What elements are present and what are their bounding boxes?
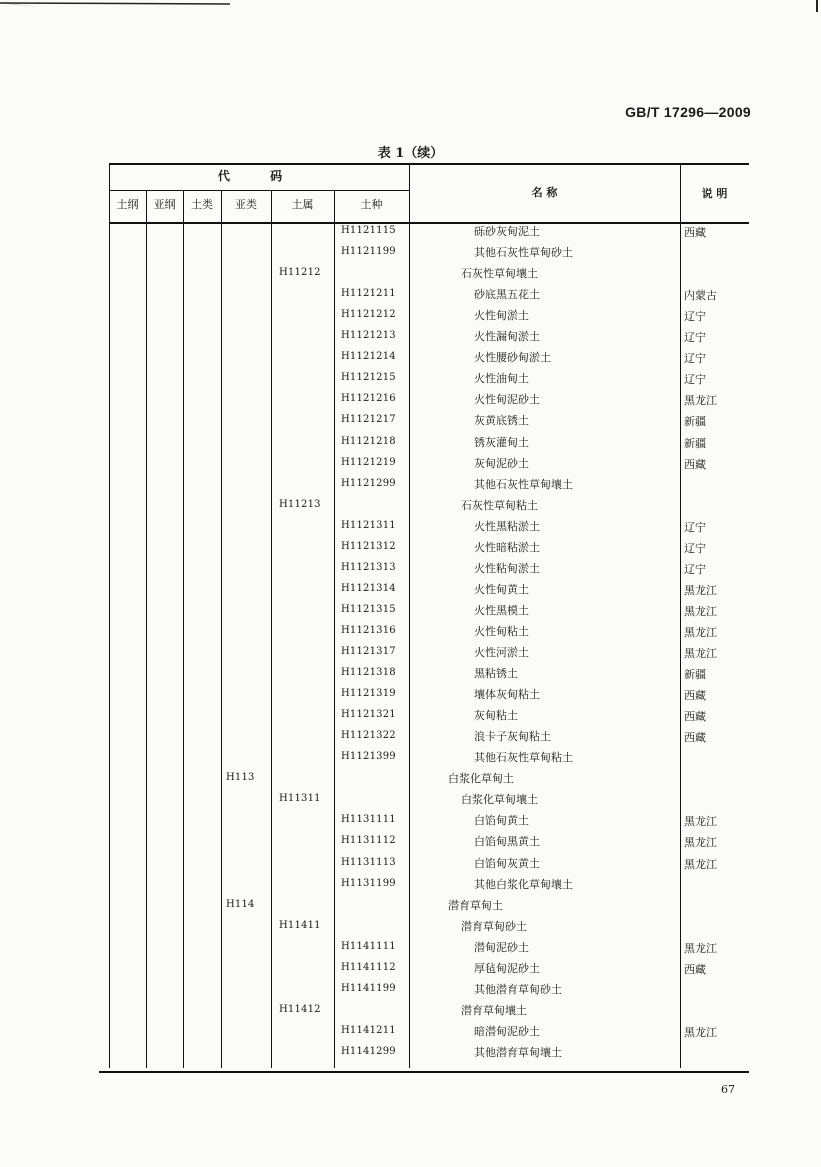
row-note: 西藏 (684, 226, 706, 239)
row-name: 砂底黑五花土 (474, 288, 540, 302)
row-code: H1121218 (341, 435, 396, 447)
header-name: 名 称 (531, 186, 558, 199)
row-note: 西藏 (684, 457, 706, 471)
row-code: H11311 (279, 793, 321, 805)
row-name: 潜甸泥砂土 (474, 940, 529, 954)
row-name: 浪卡子灰甸粘土 (474, 730, 551, 744)
row-name: 石灰性草甸壤土 (461, 267, 538, 281)
row-name: 壤体灰甸粘土 (474, 688, 540, 702)
row-code: H1141299 (341, 1045, 396, 1057)
row-code: H1121299 (341, 477, 396, 489)
row-name: 火性甸黄土 (474, 582, 529, 596)
row-note: 黑龙江 (684, 604, 717, 618)
row-name: 白浆化草甸壤土 (461, 793, 538, 807)
row-note: 黑龙江 (684, 941, 717, 955)
row-name: 厚毡甸泥砂土 (474, 961, 540, 975)
row-note: 黑龙江 (684, 647, 717, 660)
row-code: H1121216 (341, 393, 396, 405)
column-divider (183, 190, 184, 1068)
row-name: 白浆化草甸土 (448, 772, 514, 786)
row-code: H1121316 (341, 624, 396, 636)
row-note: 内蒙古 (684, 289, 717, 303)
row-note: 黑龙江 (684, 815, 717, 829)
row-note: 辽宁 (684, 520, 706, 534)
row-name: 其他石灰性草甸粘土 (474, 751, 573, 765)
row-name: 石灰性草甸粘土 (461, 498, 538, 512)
row-code: H11412 (279, 1003, 321, 1015)
row-name: 潜育草甸土 (448, 898, 503, 912)
row-name: 火性粘甸淤土 (474, 561, 540, 575)
row-name: 其他潜育草甸砂土 (474, 982, 562, 996)
row-code: H1121321 (341, 709, 396, 721)
row-note: 辽宁 (684, 310, 706, 324)
scan-mark (0, 0, 230, 8)
row-code: H1121214 (341, 351, 396, 363)
column-divider (409, 163, 410, 1068)
row-name: 其他白浆化草甸壤土 (474, 877, 573, 891)
row-code: H1141199 (341, 982, 396, 994)
row-code: H11212 (279, 267, 321, 279)
row-name: 其他石灰性草甸砂土 (474, 246, 573, 260)
row-code: H1141111 (341, 940, 396, 952)
row-note: 新疆 (684, 415, 706, 429)
header-level-5: 土属 (291, 198, 314, 211)
row-name: 灰黄底锈土 (474, 414, 529, 428)
row-note: 西藏 (684, 710, 706, 724)
row-code: H1121217 (341, 414, 396, 426)
column-divider (271, 190, 272, 1068)
table-caption: 表 1（续） (377, 146, 444, 161)
row-code: H114 (226, 898, 255, 910)
row-name: 白馅甸灰黄土 (474, 856, 540, 870)
row-note: 黑龙江 (684, 583, 717, 597)
row-code: H1121313 (341, 561, 396, 573)
row-name: 火性腰砂甸淤土 (474, 351, 551, 365)
column-divider (334, 190, 335, 1068)
header-level-1: 土纲 (116, 198, 139, 211)
row-name: 灰甸粘土 (474, 709, 518, 723)
row-name: 锈灰灌甸土 (474, 435, 529, 449)
row-note: 辽宁 (684, 541, 706, 555)
column-divider (109, 163, 110, 1068)
row-name: 其他石灰性草甸壤土 (474, 477, 573, 491)
row-note: 新疆 (684, 436, 706, 450)
row-note: 黑龙江 (684, 857, 717, 871)
column-divider (146, 190, 147, 1068)
row-code: H1121312 (341, 540, 396, 552)
row-code: H1121319 (341, 688, 396, 700)
table-bottom-rule (99, 1071, 749, 1073)
header-level-4: 亚类 (235, 198, 257, 211)
row-code: H1121199 (341, 246, 396, 258)
column-divider (680, 163, 681, 1068)
row-code: H1121318 (341, 667, 396, 679)
row-note: 新疆 (684, 668, 706, 682)
row-note: 辽宁 (684, 331, 706, 345)
row-code: H1121314 (341, 582, 396, 594)
row-code: H1131112 (341, 835, 396, 847)
row-code: H1121211 (341, 288, 396, 300)
code-group-rule (109, 190, 409, 191)
row-name: 潜育草甸砂土 (461, 919, 527, 933)
row-code: H1131199 (341, 877, 396, 889)
row-note: 辽宁 (684, 352, 706, 366)
row-name: 暗潜甸泥砂土 (474, 1024, 540, 1038)
row-code: H1121215 (341, 372, 396, 384)
row-name: 其他潜育草甸壤土 (474, 1045, 562, 1059)
row-code: H1121315 (341, 603, 396, 615)
table-top-rule (109, 163, 749, 165)
row-name: 火性甸粘土 (474, 624, 529, 638)
row-note: 西藏 (684, 962, 706, 976)
header-level-3: 土类 (191, 198, 213, 211)
row-name: 潜育草甸壤土 (461, 1003, 527, 1017)
row-code: H1121399 (341, 751, 396, 763)
row-name: 灰甸泥砂土 (474, 456, 529, 470)
row-name: 白馅甸黄土 (474, 814, 529, 828)
row-code: H1121311 (341, 519, 396, 531)
header-bottom-rule (109, 222, 749, 224)
header-code-group: 代 码 (217, 169, 301, 183)
row-name: 火性河淤土 (474, 646, 529, 659)
row-note: 黑龙江 (684, 625, 717, 639)
row-code: H1141211 (341, 1024, 396, 1036)
row-code: H11411 (279, 919, 321, 931)
row-code: H1121219 (341, 456, 396, 468)
column-divider (221, 190, 222, 1068)
header-note: 说 明 (701, 187, 728, 200)
row-note: 黑龙江 (684, 394, 717, 408)
row-note: 西藏 (684, 689, 706, 703)
row-name: 火性甸淤土 (474, 309, 529, 323)
page-number: 67 (721, 1083, 735, 1096)
row-name: 火性黑模土 (474, 603, 529, 617)
row-name: 火性暗粘淤土 (474, 540, 540, 554)
row-code: H113 (226, 772, 255, 784)
header-level-6: 土种 (360, 198, 383, 211)
row-name: 白馅甸黑黄土 (474, 835, 540, 849)
row-code: H1121213 (341, 330, 396, 342)
row-note: 辽宁 (684, 562, 706, 576)
row-code: H1121322 (341, 730, 396, 742)
row-name: 黑粘锈土 (474, 667, 518, 681)
row-name: 火性黑粘淤土 (474, 519, 540, 533)
row-code: H1131113 (341, 856, 396, 868)
row-name: 火性漏甸淤土 (474, 330, 540, 344)
row-note: 西藏 (684, 731, 706, 745)
row-code: H1121317 (341, 646, 396, 657)
row-note: 黑龙江 (684, 836, 717, 850)
row-note: 辽宁 (684, 373, 706, 387)
standard-code: GB/T 17296—2009 (625, 104, 751, 120)
header-level-2: 亚纲 (153, 198, 176, 211)
row-code: H1121212 (341, 309, 396, 321)
row-code: H1131111 (341, 814, 396, 826)
scan-mark-right (816, 0, 818, 12)
row-code: H1121115 (341, 225, 396, 236)
row-code: H1141112 (341, 961, 396, 973)
row-code: H11213 (279, 498, 321, 510)
row-note: 黑龙江 (684, 1025, 717, 1039)
row-name: 砾砂灰甸泥土 (474, 225, 540, 238)
row-name: 火性甸泥砂土 (474, 393, 540, 407)
row-name: 火性油甸土 (474, 372, 529, 386)
